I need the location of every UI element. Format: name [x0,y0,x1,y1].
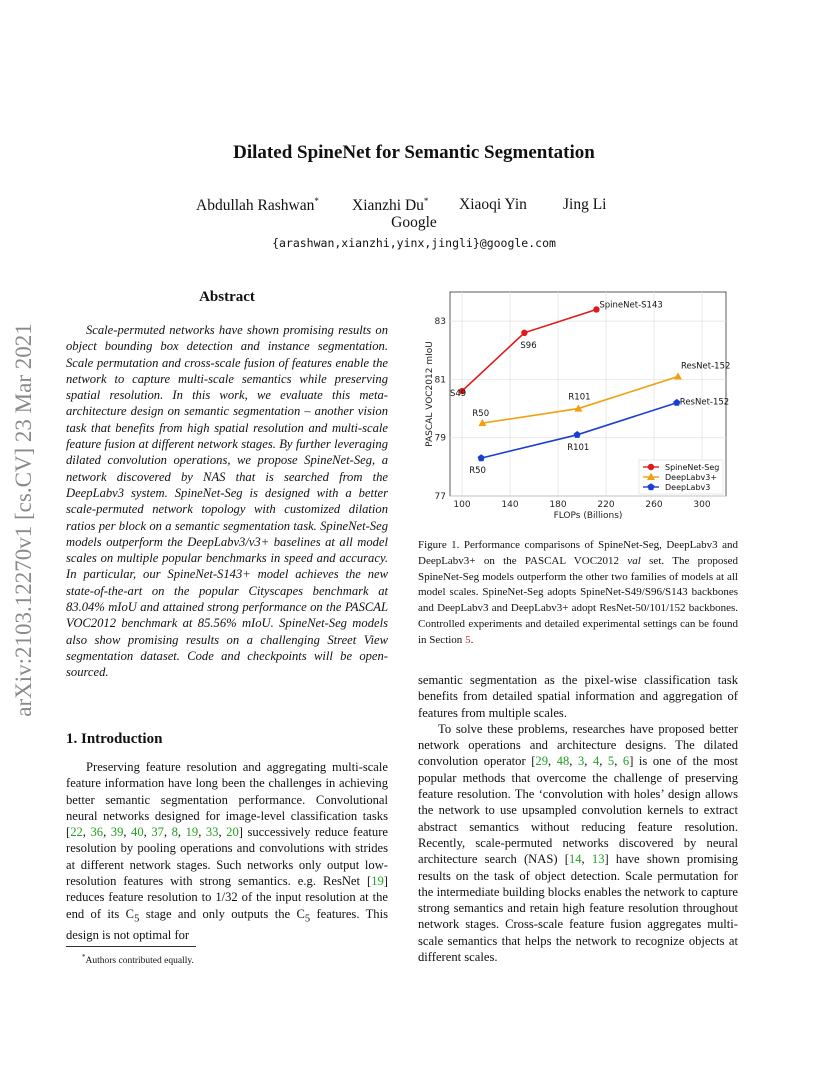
citation-link[interactable]: 33 [205,825,219,840]
citation-group: 29, 48, 3, 4, 5, 6 [535,754,630,769]
x-tick-label: 220 [597,500,615,510]
footnote: *Authors contributed equally. [82,953,194,967]
citation-link[interactable]: 48 [556,754,570,769]
citation-link[interactable]: 20 [226,825,239,840]
y-tick-label: 79 [434,433,446,444]
x-tick-label: 300 [693,500,711,510]
citation-link[interactable]: 29 [535,754,548,769]
x-axis-label: FLOPs (Billions) [553,511,623,521]
y-tick-label: 77 [434,492,446,502]
section-reference-link[interactable]: 5 [465,633,471,646]
author-3: Xiaoqi Yin [459,196,527,213]
citation-link[interactable]: 13 [591,852,605,867]
affiliation: Google [391,214,437,231]
legend-entry: SpineNet-Seg [665,463,720,472]
abstract-heading: Abstract [199,289,255,305]
performance-chart [424,284,740,524]
citation-link[interactable]: 40 [131,825,144,840]
point-label: S49 [450,389,467,400]
point-label: SpineNet-S143 [599,300,663,311]
point-label: R50 [472,409,490,420]
citation-link[interactable]: 37 [151,825,164,840]
x-tick-label: 180 [549,500,567,510]
y-axis-label: PASCAL VOC2012 mIoU [425,341,435,447]
data-point [648,464,654,470]
citation-link[interactable]: 19 [185,825,199,840]
point-label: R50 [469,466,486,477]
citation-link[interactable]: 4 [592,754,600,769]
abstract-text: Scale-permuted networks have shown promising results on object bounding box detection and instance segmentation. Scale permutation and cross-scale fusion of features enable the network to capture multi-scale semantics while preserving spatial resolution. In this work, we evaluate this meta-architecture design on semantic segmentation – another vision task that benefits from high spatial resolution and multi-scale feature fusion at different network stages. By further leveraging dilated convolution operations, we propose SpineNet-Seg, a network discovered by NAS that is searched from the DeepLabv3 system. SpineNet-Seg is designed with a better scale-permuted network topology with customized dilation ratios per block on a semantic segmentation task. SpineNet-Seg models outperform the DeepLabv3/v3+ baselines at all model scales on multiple popular benchmarks in speed and accuracy. In particular, our SpineNet-S143+ model achieves the new state-of-the-art on the popular Cityscapes benchmark at 83.04% mIoU and attained strong performance on the PASCAL VOC2012 benchmark at 85.56% mIoU. SpineNet-Seg models also show promising results on a challenging Street View segmentation dataset. Code and checkpoints will be open-sourced. [66,323,388,680]
legend-entry: DeepLabv3 [665,483,711,492]
point-label: S96 [520,340,537,351]
author-emails: {arashwan,xianzhi,yinx,jingli}@google.com [272,236,556,250]
citation-link[interactable]: 6 [622,754,630,769]
right-column-body [418,672,738,965]
author-1: Abdullah Rashwan* [196,196,319,215]
citation-link[interactable]: 14 [568,852,582,867]
citation-link[interactable]: 3 [577,754,585,769]
intro-paragraph-1: Preserving feature resolution and aggregating multi-scale feature information have long been the challenges in achieving better semantic segmentation performance. Convolutional neural networks designed for image-level classification tasks [22, 36, 39, 40, 37, 8, 19, 33, 20] successively reduce feature resolution by pooling operations and convolutions with strides at different network stages. Such networks only output low-resolution features with strong semantics. e.g. ResNet [19] reduces feature resolution to 1/32 of the input resolution at the end of its $C_5$ stage and only outputs the $C_5$ features. This design is not optimal for [66,760,389,943]
y-tick-label: 83 [434,317,446,328]
right-paragraph-1: semantic segmentation as the pixel-wise classification task benefits from detailed spatial information and aggregation of features from multiple scales. [418,673,738,720]
author-4: Jing Li [563,196,607,213]
abstract-body [66,322,388,681]
point-label: R101 [568,392,591,403]
x-tick-label: 100 [453,500,471,510]
citation-link[interactable]: 19 [371,874,384,889]
introduction-body [66,759,388,944]
citation-group: 14, 13 [568,852,605,867]
legend-entry: DeepLabv3+ [665,473,718,482]
author-2: Xianzhi Du* [352,196,429,215]
citation-group: 22, 36, 39, 40, 37, 8, 19, 33, 20 [70,825,239,840]
citation-link[interactable]: 36 [90,825,104,840]
paper-title: Dilated SpineNet for Semantic Segmentation [233,142,595,163]
point-label: R101 [567,442,590,453]
citation-link[interactable]: 22 [70,825,83,840]
footnote-divider [66,946,196,947]
citation-link[interactable]: 8 [171,825,178,840]
citation-link[interactable]: 5 [607,754,615,769]
x-tick-label: 260 [645,500,663,510]
data-point [521,330,527,336]
figure-caption: Figure 1. Performance comparisons of SpineNet-Seg, DeepLabv3 and DeepLabv3+ on the PASCAL VOC2012 val set. The proposed SpineNet-Seg models outperform the other two families of models at all model scales. SpineNet-Seg adopts SpineNet-S49/S96/S143 backbones and DeepLabv3 and DeepLabv3+ adopt ResNet-50/101/152 backbones. Controlled experiments and detailed experimental settings can be found in Section 5. [418,539,738,646]
citation-link[interactable]: 39 [110,825,124,840]
introduction-heading: 1. Introduction [66,731,163,747]
point-label: ResNet-152 [681,361,731,372]
y-tick-label: 81 [434,375,446,386]
right-paragraph-2: To solve these problems, researches have proposed better network operations and architecture designs. The dilated convolution operator [29, 48, 3, 4, 5, 6] is one of the most popular methods that overcome the challenge of preserving feature resolution. The ‘convolution with holes’ design allows the network to use upsampled convolution kernels to extract abstract semantics without reducing feature resolution. Recently, scale-permuted networks discovered by neural architecture search (NAS) [14, 13] have shown promising results on the task of object detection. Scale permutation for the intermediate building blocks enables the network to capture strong semantics and retain high feature resolution throughout network stages. Cross-scale feature fusion aggregates multi-scale semantics that helps the network to recognize objects at different scales. [418,721,739,965]
x-tick-label: 140 [501,500,519,510]
point-label: ResNet-152 [679,397,730,408]
